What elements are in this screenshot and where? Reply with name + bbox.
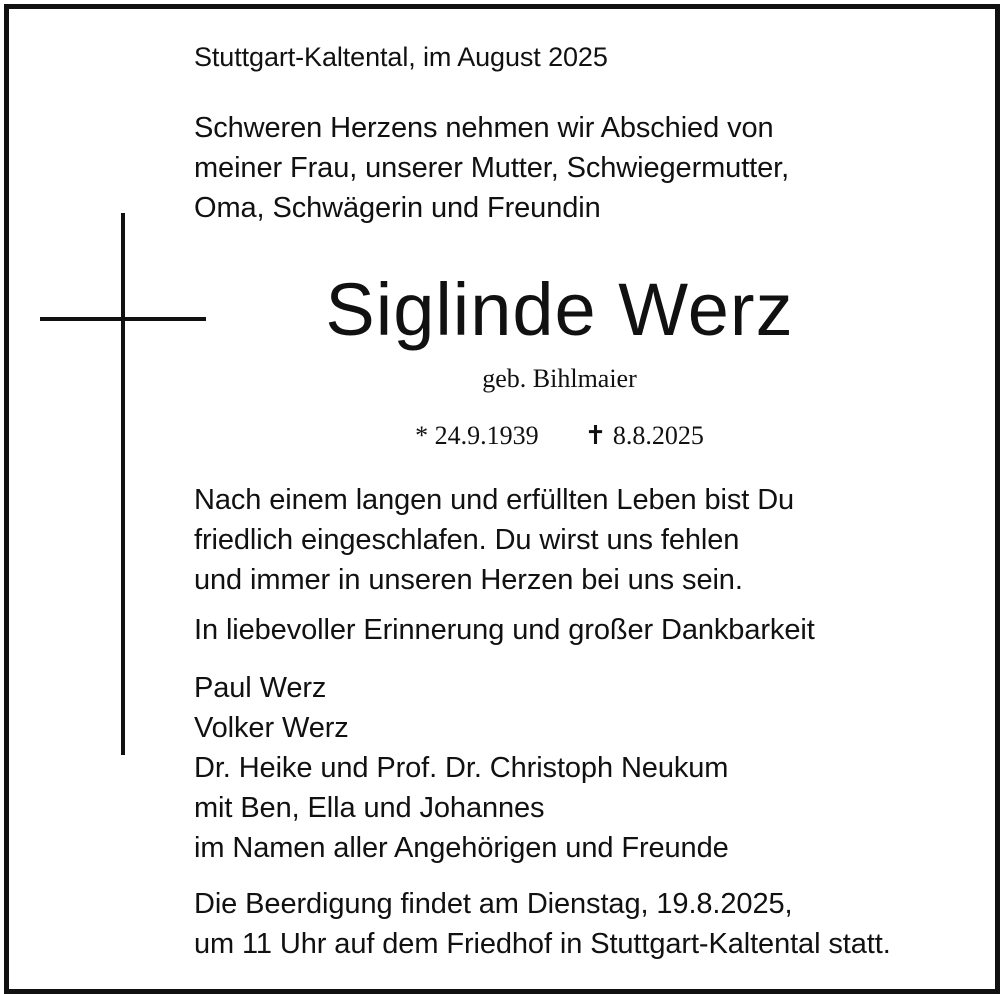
poem-line: und immer in unseren Herzen bei uns sein. (194, 564, 743, 596)
deceased-name: Siglinde Werz (325, 268, 794, 351)
funeral-info (194, 884, 891, 964)
closing-text: In liebevoller Erinnerung und großer Dankbarkeit (194, 614, 815, 646)
funeral-line: Die Beerdigung findet am Dienstag, 19.8.2025, (194, 888, 793, 920)
death-date: ✝ 8.8.2025 (584, 421, 704, 450)
family-line: Paul Werz (194, 672, 327, 704)
birth-date: * 24.9.1939 (415, 421, 539, 450)
intro-line: Oma, Schwägerin und Freundin (194, 192, 601, 224)
dateline: Stuttgart-Kaltental, im August 2025 (194, 42, 608, 72)
birth-name: geb. Bihlmaier (482, 364, 637, 393)
family-line: Dr. Heike und Prof. Dr. Christoph Neukum (194, 752, 729, 784)
funeral-line: um 11 Uhr auf dem Friedhof in Stuttgart-Kaltental statt. (194, 928, 891, 960)
poem-text (194, 480, 794, 600)
poem-line: friedlich eingeschlafen. Du wirst uns fehlen (194, 524, 740, 556)
family-list (194, 668, 729, 868)
intro-line: Schweren Herzens nehmen wir Abschied von (194, 112, 774, 144)
poem-line: Nach einem langen und erfüllten Leben bist Du (194, 484, 795, 516)
family-line: mit Ben, Ella und Johannes (194, 792, 545, 824)
intro-line: meiner Frau, unserer Mutter, Schwiegermutter, (194, 152, 790, 184)
life-dates (0, 418, 1000, 454)
family-line: im Namen aller Angehörigen und Freunde (194, 832, 729, 864)
intro-text (194, 108, 789, 228)
family-line: Volker Werz (194, 712, 349, 744)
